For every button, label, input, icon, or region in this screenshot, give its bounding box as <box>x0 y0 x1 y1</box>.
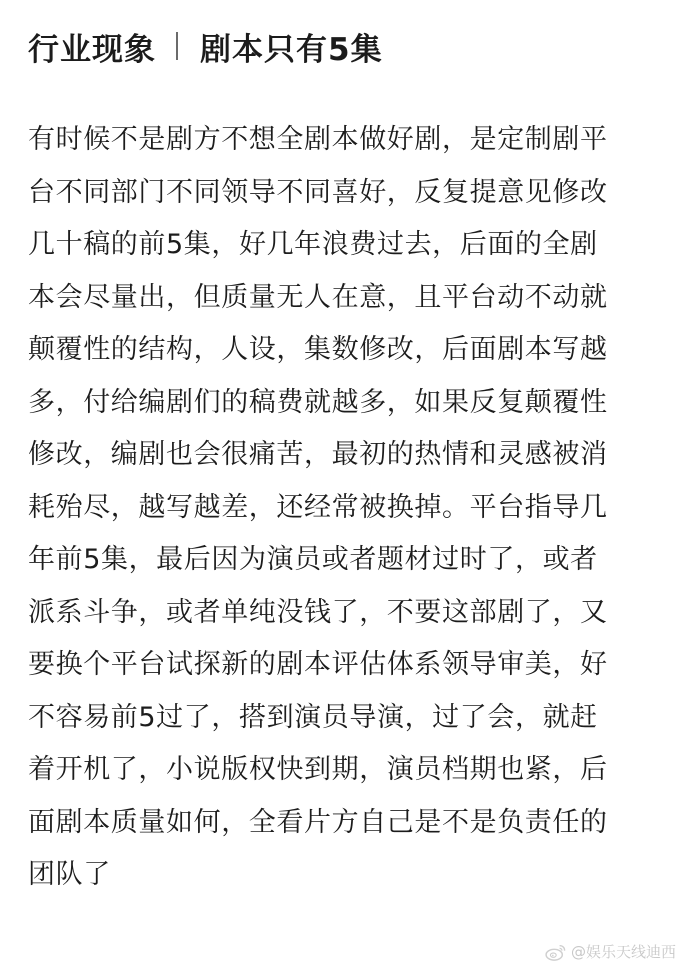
text-line: 颠覆性的结构，人设，集数修改，后面剧本写越 <box>28 334 608 365</box>
text-line: 修改，编剧也会很痛苦，最初的热情和灵感被消 <box>28 439 608 470</box>
text-line: 面剧本质量如何，全看片方自己是不是负责任的 <box>28 806 608 838</box>
text-line: 有时候不是剧方不想全剧本做好剧，是定制剧平 <box>28 124 608 155</box>
weibo-icon <box>545 943 567 961</box>
watermark <box>545 941 676 962</box>
title-divider <box>176 32 178 60</box>
article-body <box>28 114 668 902</box>
text-line: 派系斗争，或者单纯没钱了，不要这部剧了，又 <box>28 596 608 628</box>
title-category: 行业现象 <box>28 31 156 68</box>
watermark-text: @娱乐天线迪西 <box>570 943 676 961</box>
text-line: 几十稿的前5集，好几年浪费过去，后面的全剧 <box>28 229 598 260</box>
text-line: 多，付给编剧们的稿费就越多，如果反复颠覆性 <box>28 386 608 418</box>
text-line: 年前5集，最后因为演员或者题材过时了，或者 <box>28 544 598 575</box>
text-line: 耗殆尽，越写越差，还经常被换掉。平台指导几 <box>28 491 608 523</box>
text-line: 团队了 <box>28 859 111 890</box>
text-line: 台不同部门不同领导不同喜好，反复提意见修改 <box>28 176 608 208</box>
text-line: 本会尽量出，但质量无人在意，且平台动不动就 <box>28 281 608 313</box>
article-title <box>28 20 383 72</box>
text-line: 不容易前5过了，搭到演员导演，过了会，就赶 <box>28 701 598 733</box>
title-topic: 剧本只有5集 <box>200 31 383 68</box>
text-line: 要换个平台试探新的剧本评估体系领导审美，好 <box>28 649 608 680</box>
text-line: 着开机了，小说版权快到期，演员档期也紧，后 <box>28 754 608 785</box>
